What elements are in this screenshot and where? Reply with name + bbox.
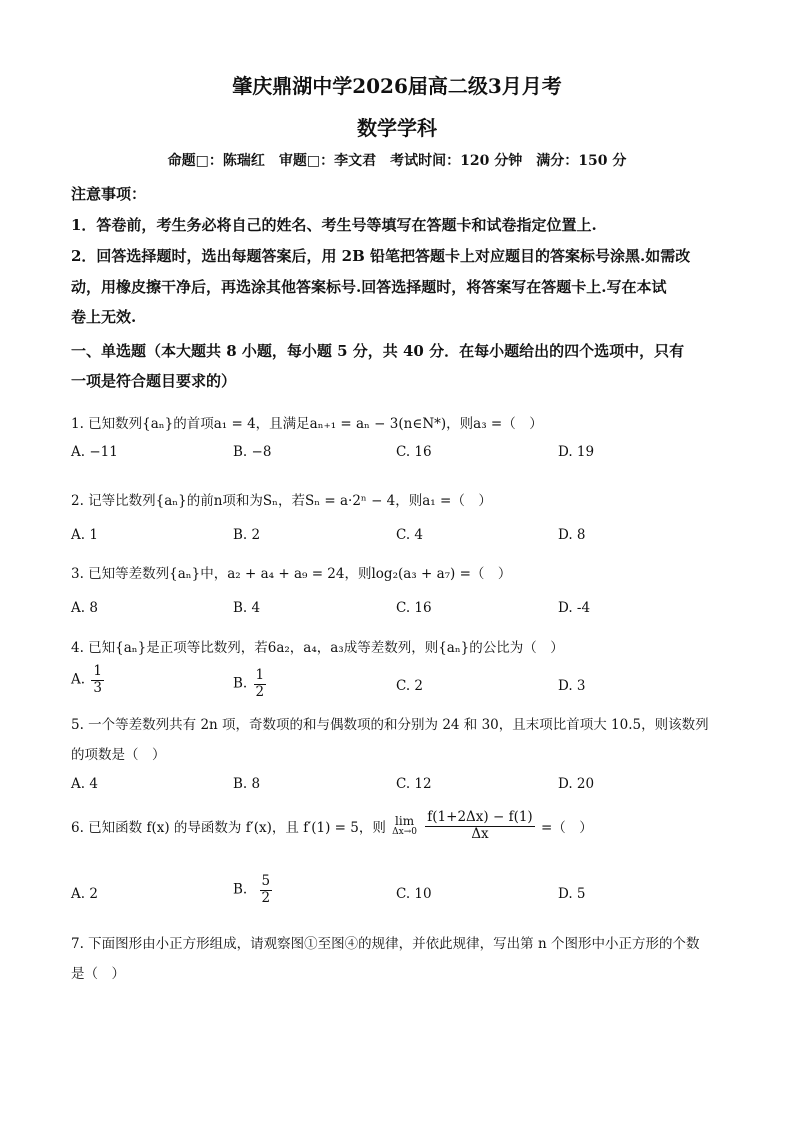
limit-subscript: Δx→0 <box>392 826 417 837</box>
note-1: 1．答卷前，考生务必将自己的姓名、考生号等填写在答题卡和试卷指定位置上. <box>71 216 597 234</box>
exam-title: 肇庆鼎湖中学2026届高二级3月月考 <box>232 74 562 98</box>
question-5-option-a: A. 4 <box>71 776 98 792</box>
question-4-option-b <box>233 668 268 700</box>
question-2-stem: 2. 记等比数列{aₙ}的前n项和为Sₙ，若Sₙ = a·2ⁿ − 4，则a₁ =（ ） <box>71 493 492 509</box>
question-1-option-b: B. −8 <box>233 444 272 460</box>
question-2-option-a: A. 1 <box>71 527 98 543</box>
question-6-option-a: A. 2 <box>71 886 98 902</box>
question-3-option-c: C. 16 <box>396 600 432 616</box>
section-heading-line-2: 一项是符合题目要求的） <box>71 372 237 390</box>
option-b-label: B. <box>233 675 248 692</box>
option-b-label: B. <box>233 881 248 898</box>
question-2-option-c: C. 4 <box>396 527 424 543</box>
question-2-option-d: D. 8 <box>558 527 586 543</box>
question-5-option-b: B. 8 <box>233 776 261 792</box>
limit-label: lim <box>395 814 415 828</box>
question-4-option-c: C. 2 <box>396 678 424 694</box>
question-6-option-c: C. 10 <box>396 886 432 902</box>
fraction-numerator: f(1+2Δx) − f(1) <box>427 809 533 825</box>
question-4-stem: 4. 已知{aₙ}是正项等比数列，若6a₂，a₄，a₃成等差数列，则{aₙ}的公比为（ ） <box>71 640 564 656</box>
note-2-line-1: 2．回答选择题时，选出每题答案后，用 2B 铅笔把答题卡上对应题目的答案标号涂黑.如需改 <box>71 247 691 265</box>
question-3-option-d: D. -4 <box>558 600 591 616</box>
question-7-stem-line-1: 7. 下面图形由小正方形组成，请观察图①至图④的规律，并依此规律，写出第 n 个图形中小正方形的个数 <box>71 936 700 952</box>
option-a-label: A. <box>71 671 86 688</box>
fraction-denominator: 3 <box>93 679 102 696</box>
fraction-denominator: Δx <box>471 825 489 842</box>
question-3-stem: 3. 已知等差数列{aₙ}中，a₂ + a₄ + a₉ = 24，则log₂(a₃ + a₇) =（ ） <box>71 566 512 582</box>
question-1-option-d: D. 19 <box>558 444 595 460</box>
option-b-fraction <box>260 874 273 906</box>
question-5-option-d: D. 20 <box>558 776 595 792</box>
question-2-option-b: B. 2 <box>233 527 261 543</box>
exam-meta: 命题□：陈瑞红 审题□：李文君 考试时间：120 分钟 满分：150 分 <box>167 153 627 169</box>
question-7-stem-line-2: 是（ ） <box>71 966 125 982</box>
question-6-stem <box>71 810 593 842</box>
question-6-option-d: D. 5 <box>558 886 586 902</box>
question-5-stem-line-2: 的项数是（ ） <box>71 747 166 763</box>
question-4-option-a <box>71 664 106 696</box>
question-5-option-c: C. 12 <box>396 776 432 792</box>
section-heading-line-1: 一、单选题（本大题共 8 小题，每小题 5 分，共 40 分．在每小题给出的四个选项中，只有 <box>71 342 685 360</box>
limit-expression <box>392 815 417 837</box>
fraction-numerator: 1 <box>93 663 102 679</box>
question-3-option-b: B. 4 <box>233 600 261 616</box>
exam-subject: 数学学科 <box>357 116 437 140</box>
question-4-option-d: D. 3 <box>558 678 586 694</box>
option-b-fraction <box>254 668 267 700</box>
option-a-fraction <box>91 664 104 696</box>
fraction-denominator: 2 <box>255 683 265 700</box>
difference-quotient <box>425 810 534 842</box>
question-1-option-a: A. −11 <box>71 444 118 460</box>
notes-heading: 注意事项： <box>71 185 147 203</box>
note-2-line-2: 动，用橡皮擦干净后，再选涂其他答案标号.回答选择题时，将答案写在答题卡上.写在本试 <box>71 278 667 296</box>
question-5-stem-line-1: 5. 一个等差数列共有 2n 项，奇数项的和与偶数项的和分别为 24 和 30，且末项比首项大 10.5，则该数列 <box>71 717 709 733</box>
question-1-stem: 1. 已知数列{aₙ}的首项a₁ = 4，且满足aₙ₊₁ = aₙ − 3(n∈N*)，则a₃ =（ ） <box>71 416 543 432</box>
fraction-numerator: 5 <box>261 873 271 889</box>
fraction-denominator: 2 <box>261 889 271 906</box>
note-2-line-3: 卷上无效. <box>71 308 137 326</box>
question-6-stem-end: =（ ） <box>541 820 593 837</box>
question-6-option-b <box>233 874 274 906</box>
question-1-option-c: C. 16 <box>396 444 432 460</box>
question-3-option-a: A. 8 <box>71 600 98 616</box>
fraction-numerator: 1 <box>255 667 265 683</box>
question-6-stem-text: 6. 已知函数 f(x) 的导函数为 f′(x)，且 f′(1) = 5，则 <box>71 820 386 837</box>
